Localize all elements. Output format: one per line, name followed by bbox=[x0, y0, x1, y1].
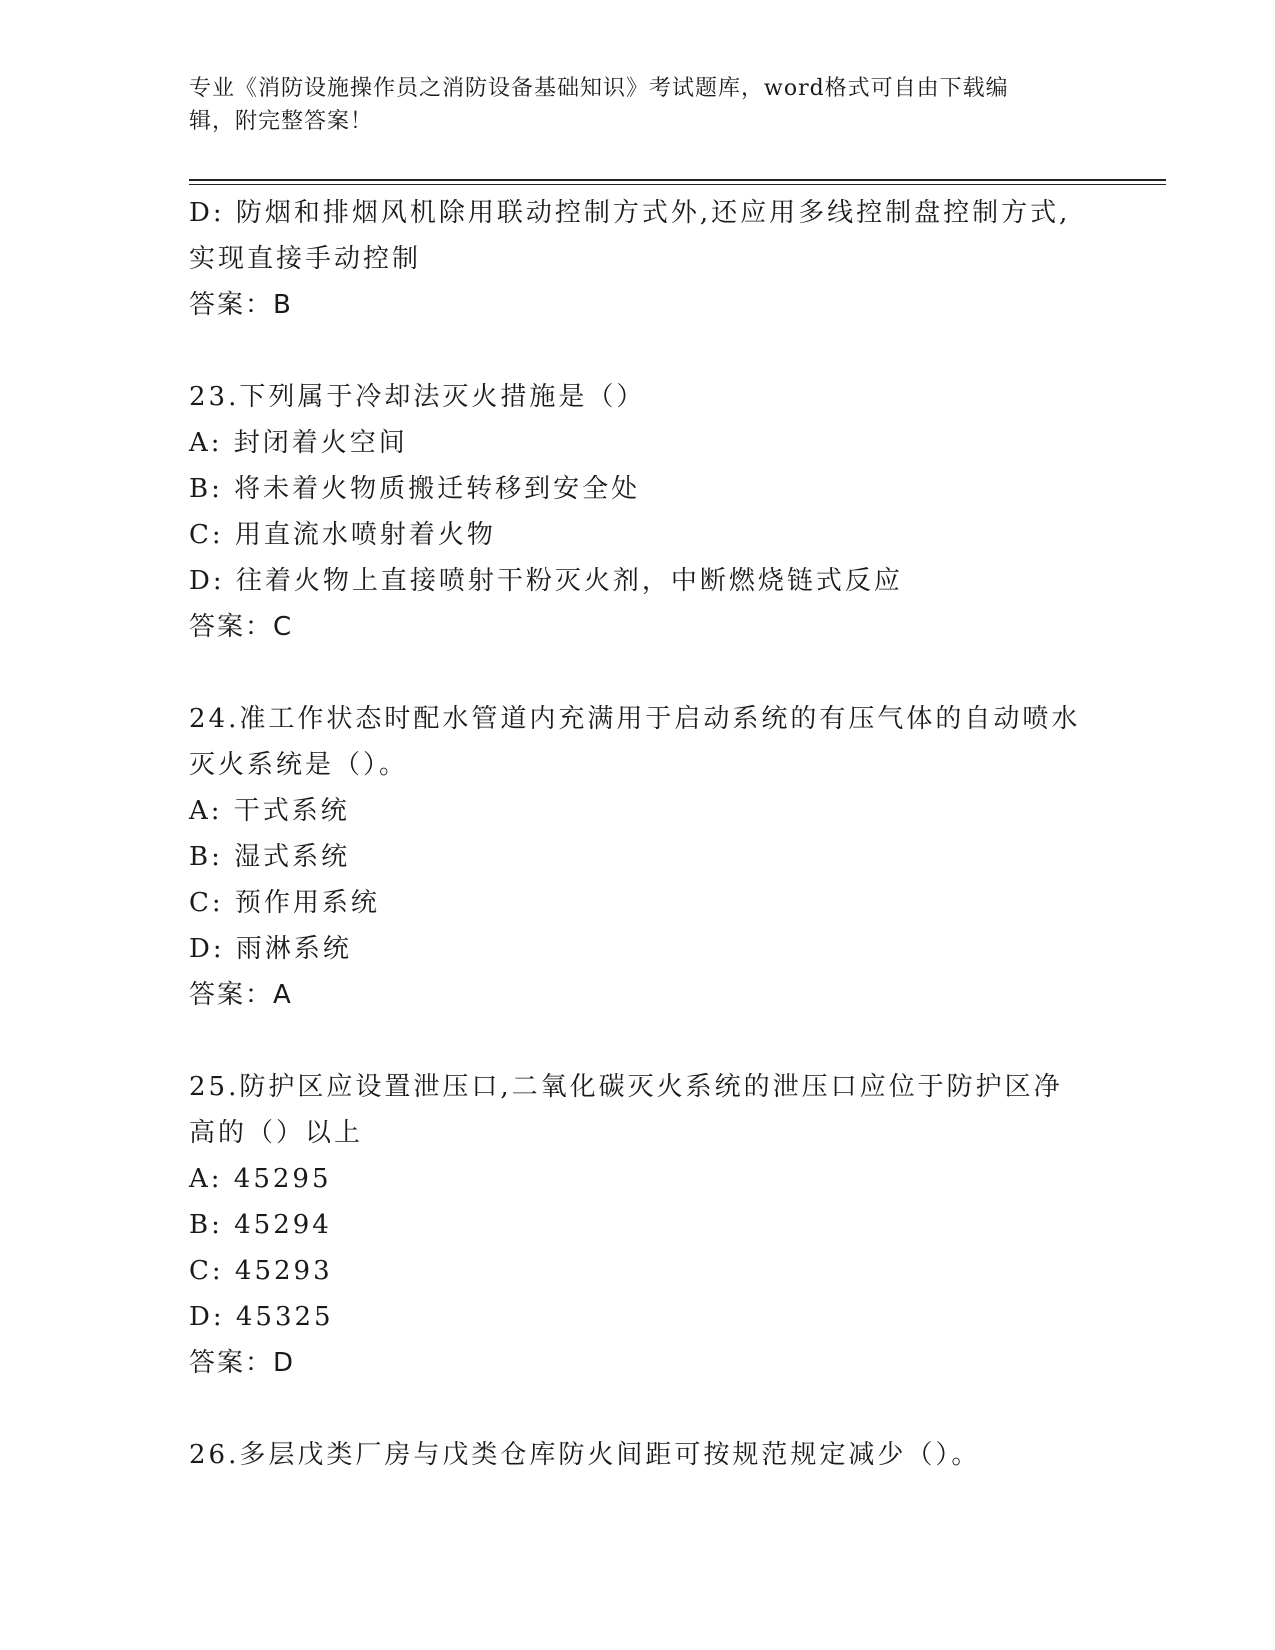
header-line-2: 辑，附完整答案！ bbox=[189, 109, 374, 134]
header-line-1: 专业《消防设施操作员之消防设备基础知识》考试题库，word格式可自由下载编 bbox=[189, 76, 1009, 101]
question-stem: 23.下列属于冷却法灭火措施是（） bbox=[189, 382, 646, 412]
question-stem-continued: 高的（）以上 bbox=[189, 1118, 364, 1148]
spacer bbox=[189, 328, 1089, 374]
answer: 答案：C bbox=[189, 612, 294, 642]
option-b: B: 湿式系统 bbox=[189, 842, 351, 872]
option-d-continued: 实现直接手动控制 bbox=[189, 244, 422, 274]
option-c: C: 用直流水喷射着火物 bbox=[189, 520, 496, 550]
question-26 bbox=[189, 1432, 1089, 1478]
document-header bbox=[189, 72, 1069, 138]
spacer bbox=[189, 650, 1089, 696]
document-body bbox=[189, 190, 1089, 1478]
question-stem: 25.防护区应设置泄压口,二氧化碳灭火系统的泄压口应位于防护区净 bbox=[189, 1072, 1063, 1102]
header-divider-thin bbox=[189, 184, 1166, 185]
answer: 答案：D bbox=[189, 1348, 296, 1378]
question-23 bbox=[189, 374, 1089, 650]
option-c: C: 预作用系统 bbox=[189, 888, 380, 918]
option-a: A: 45295 bbox=[189, 1164, 332, 1194]
question-22-tail bbox=[189, 190, 1089, 328]
header-divider-thick bbox=[189, 179, 1166, 181]
answer: 答案：A bbox=[189, 980, 293, 1010]
question-stem-continued: 灭火系统是（）。 bbox=[189, 750, 409, 780]
option-b: B: 将未着火物质搬迁转移到安全处 bbox=[189, 474, 641, 504]
option-d: D: 雨淋系统 bbox=[189, 934, 352, 964]
option-c: C: 45293 bbox=[189, 1256, 333, 1286]
answer: 答案：B bbox=[189, 290, 293, 320]
option-d: D: 防烟和排烟风机除用联动控制方式外,还应用多线控制盘控制方式, bbox=[189, 198, 1071, 228]
option-a: A: 干式系统 bbox=[189, 796, 350, 826]
option-d: D: 往着火物上直接喷射干粉灭火剂，中断燃烧链式反应 bbox=[189, 566, 903, 596]
question-24 bbox=[189, 696, 1089, 1018]
spacer bbox=[189, 1018, 1089, 1064]
question-stem: 24.准工作状态时配水管道内充满用于启动系统的有压气体的自动喷水 bbox=[189, 704, 1081, 734]
question-stem: 26.多层戊类厂房与戊类仓库防火间距可按规范规定减少（）。 bbox=[189, 1440, 981, 1470]
spacer bbox=[189, 1386, 1089, 1432]
question-25 bbox=[189, 1064, 1089, 1386]
option-b: B: 45294 bbox=[189, 1210, 332, 1240]
option-d: D: 45325 bbox=[189, 1302, 334, 1332]
option-a: A: 封闭着火空间 bbox=[189, 428, 408, 458]
